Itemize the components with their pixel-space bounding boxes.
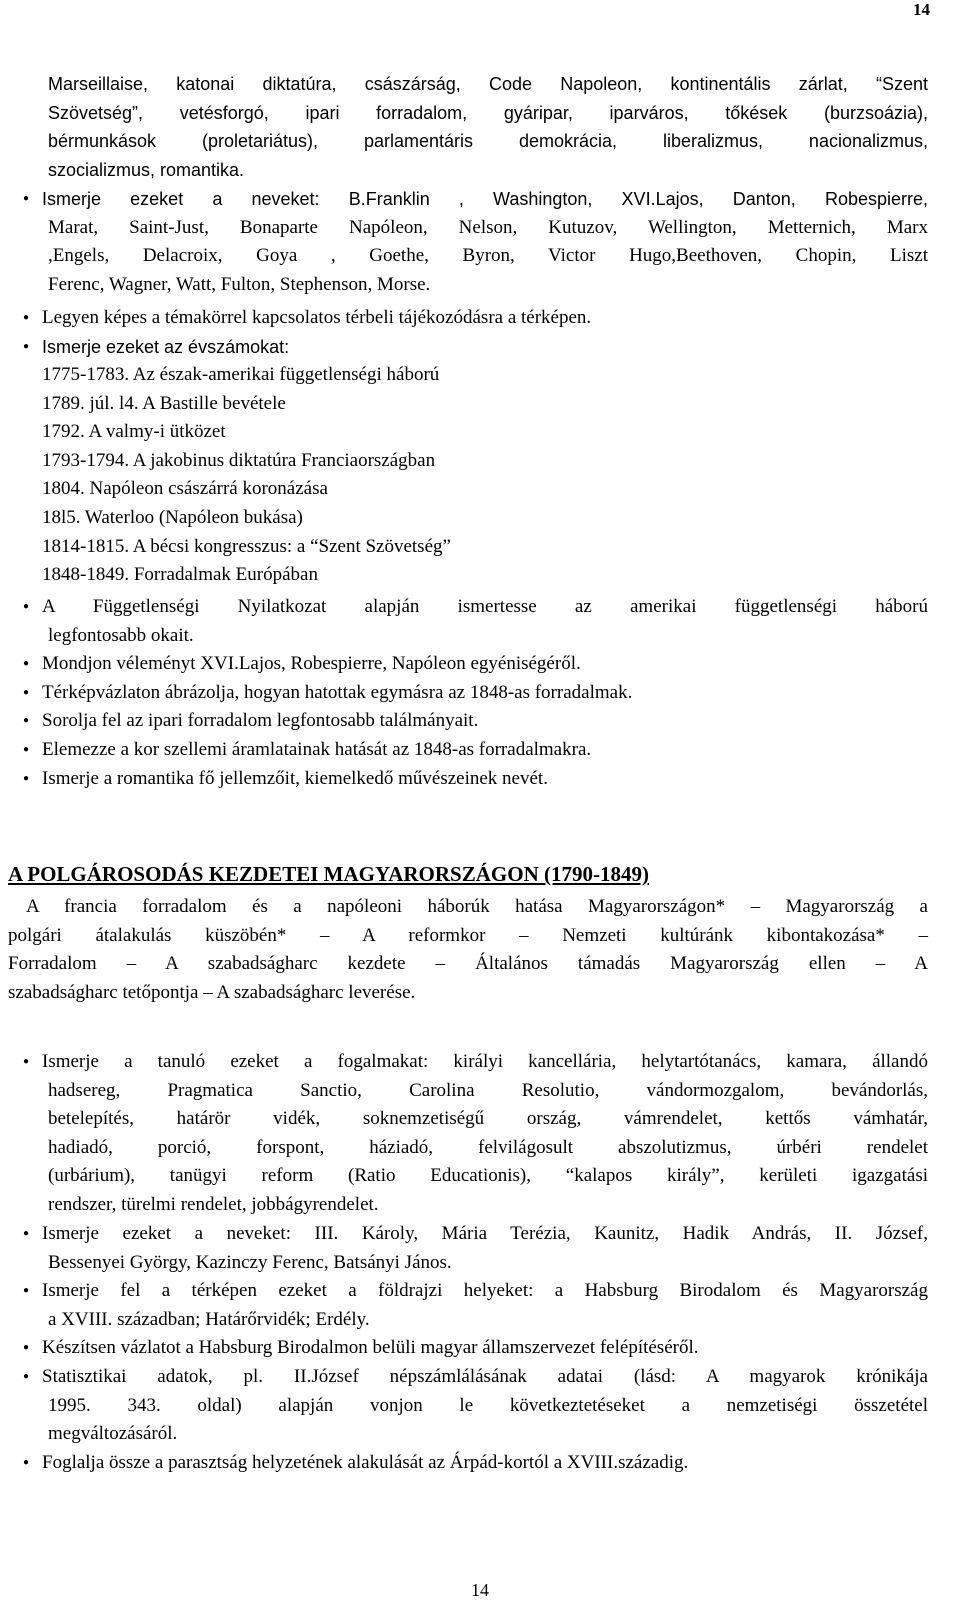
text-line: szabadságharc tetőpontja – A szabadságharc leverése. <box>8 981 416 1003</box>
list-item: ● Készítsen vázlatot a Habsburg Birodalmon belüli magyar államszervezet felépítéséről. <box>42 1334 928 1363</box>
text-line: megváltozásáról. <box>48 1423 178 1445</box>
text-line: Forradalom – A szabadságharc kezdete – Általános támadás Magyarország ellen – A <box>8 953 928 975</box>
list-item: ● A Függetlenségi Nyilatkozat alapján ismertesse az amerikai függetlenségi háború <box>42 593 928 622</box>
date-item: 1804. Napóleon császárrá koronázása <box>42 478 328 500</box>
date-item: 18l5. Waterloo (Napóleon bukása) <box>42 506 303 528</box>
list-item: ● Ismerje ezeket a neveket: III. Károly, Mária Terézia, Kaunitz, Hadik András, II. József, <box>42 1220 928 1249</box>
section-heading: A POLGÁROSODÁS KEZDETEI MAGYARORSZÁGON (1790-1849) <box>8 862 649 886</box>
date-item: 1814-1815. A bécsi kongresszus: a “Szent Szövetség” <box>42 535 451 557</box>
list-item: ● Ismerje a romantika fő jellemzőit, kiemelkedő művészeinek nevét. <box>42 765 928 794</box>
text-line: (urbárium), tanügyi reform (Ratio Educationis), “kalapos király”, kerületi igazgatási <box>48 1165 928 1187</box>
text-line: hadsereg, Pragmatica Sanctio, Carolina Resolutio, vándormozgalom, bevándorlás, <box>48 1079 928 1101</box>
list-item: ● Térképvázlaton ábrázolja, hogyan hatottak egymásra az 1848-as forradalmak. <box>42 679 928 708</box>
page-number-bottom: 14 <box>471 1580 489 1600</box>
objectives-list <box>42 304 928 361</box>
section2-list <box>42 1220 928 1477</box>
concepts-list-item <box>42 1048 928 1220</box>
list-item: ● Legyen képes a témakörrel kapcsolatos térbeli tájékozódásra a térképen. <box>42 304 928 333</box>
text-line: rendszer, türelmi rendelet, jobbágyrendelet. <box>48 1193 379 1215</box>
text-line: szocializmus, romantika. <box>48 159 245 180</box>
text-line: bérmunkások (proletariátus), parlamentáris demokrácia, liberalizmus, nacionalizmus, <box>48 131 928 152</box>
tasks-list <box>42 593 928 793</box>
date-item: 1775-1783. Az észak-amerikai függetlenségi háború <box>42 364 440 385</box>
text-line: A francia forradalom és a napóleoni háborúk hatása Magyarországon* – Magyarország a <box>26 896 928 917</box>
list-item: ● Sorolja fel az ipari forradalom legfontosabb találmányait. <box>42 707 928 736</box>
dates-label: ● Ismerje ezeket az évszámokat: <box>42 333 928 362</box>
list-item: ● Ismerje fel a térképen ezeket a földrajzi helyeket: a Habsburg Birodalom és Magyarország <box>42 1277 928 1306</box>
text-line: ● Ismerje a tanuló ezeket a fogalmakat: királyi kancellária, helytartótanács, kamara, állandó <box>42 1048 928 1077</box>
text-line: Bessenyei György, Kazinczy Ferenc, Batsányi János. <box>48 1251 452 1273</box>
text-line: Ferenc, Wagner, Watt, Fulton, Stephenson, Morse. <box>48 273 431 295</box>
date-item: 1848-1849. Forradalmak Európában <box>42 564 318 586</box>
list-item: ● Elemezze a kor szellemi áramlatainak hatását az 1848-as forradalmakra. <box>42 736 928 765</box>
text-line: a XVIII. században; Határőrvidék; Erdély. <box>48 1308 370 1330</box>
text-line: legfontosabb okait. <box>48 624 194 646</box>
summary-paragraph <box>8 893 928 1007</box>
text-line: hadiadó, porció, forspont, háziadó, felvilágosult abszolutizmus, úrbéri rendelet <box>48 1136 928 1158</box>
text-line: ● Ismerje ezeket a neveket: B.Franklin , Washington, XVI.Lajos, Danton, Robespierre, <box>42 185 928 214</box>
text-line: ,Engels, Delacroix, Goya , Goethe, Byron, Victor Hugo,Beethoven, Chopin, Liszt <box>48 245 928 267</box>
list-item: ● Statisztikai adatok, pl. II.József népszámlálásának adatai (lásd: A magyarok krónikája <box>42 1363 928 1392</box>
names-list-item <box>42 185 928 299</box>
text-line: betelepítés, határör vidék, soknemzetiségű ország, vámrendelet, kettős vámhatár, <box>48 1108 928 1130</box>
text-line: Szövetség”, vetésforgó, ipari forradalom, gyáripar, iparváros, tőkések (burzsoázia), <box>48 102 928 123</box>
text-line: Marseillaise, katonai diktatúra, császárság, Code Napoleon, kontinentális zárlat, “Szent <box>48 74 928 94</box>
text-line: 1995. 343. oldal) alapján vonjon le következtetéseket a nemzetiségi összetétel <box>48 1394 928 1416</box>
date-item: 1789. júl. l4. A Bastille bevétele <box>42 392 286 414</box>
list-item: ● Foglalja össze a parasztság helyzetének alakulását az Árpád-kortól a XVIII.századig. <box>42 1449 928 1478</box>
page-number-top: 14 <box>913 0 930 19</box>
list-item: ● Mondjon véleményt XVI.Lajos, Robespierre, Napóleon egyéniségéről. <box>42 650 928 679</box>
dates-list <box>42 361 928 590</box>
concepts-paragraph <box>48 70 928 184</box>
date-item: 1793-1794. A jakobinus diktatúra Franciaországban <box>42 449 436 471</box>
text-line: Marat, Saint-Just, Bonaparte Napóleon, Nelson, Kutuzov, Wellington, Metternich, Marx <box>48 216 928 238</box>
text-line: polgári átalakulás küszöbén* – A reformkor – Nemzeti kultúránk kibontakozása* – <box>8 924 928 946</box>
date-item: 1792. A valmy-i ütközet <box>42 421 226 443</box>
